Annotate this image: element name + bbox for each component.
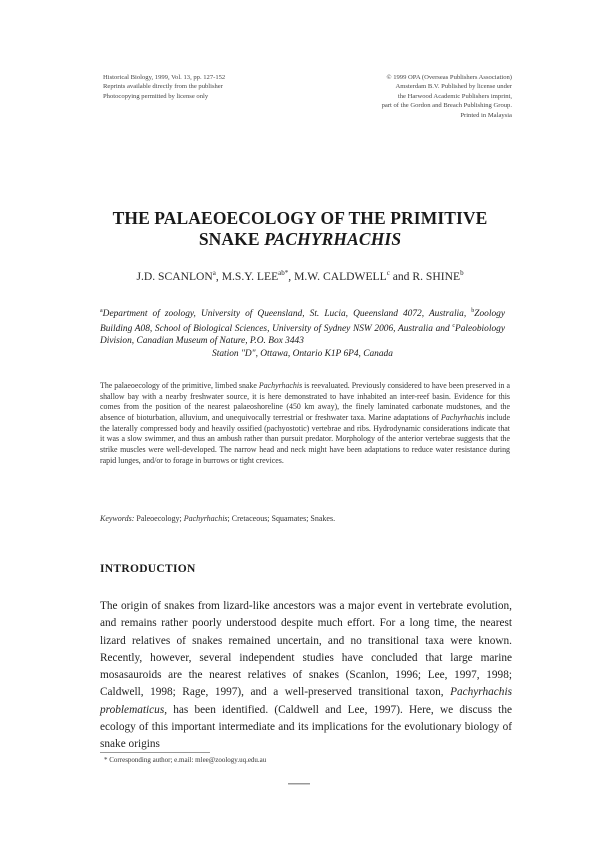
header-right-line: part of the Gordon and Breach Publishing Group. — [381, 102, 512, 110]
header-right-line: the Harwood Academic Publishers imprint, — [397, 92, 512, 100]
header-left-line: Photocopying permitted by license only — [103, 92, 209, 100]
body-text: , has been identified. (Caldwell and Lee, 1997). Here, we discuss the ecology of this important intermediate and its implications for the evolutionary biology of snake origins — [100, 703, 512, 751]
affiliations — [100, 305, 505, 360]
keywords-text: ; Cretaceous; Squamates; Snakes. — [227, 514, 336, 523]
footnote-rule — [100, 752, 210, 753]
author-affiliation-mark: c — [386, 269, 390, 277]
abstract-text: is reevaluated. Previously considered to have been preserved in a shallow bay with a nearby freshwater source, it is here demonstrated to have inhabited an inter-reef basin. Evidence for this comes from the position of the nearest palaeoshoreline (450 km away), the finely laminated carbonate mudstones, and the absence of bioturbation, alluvium, and unequivocally terrestrial or freshwater taxa. Marine adaptations of — [100, 381, 510, 422]
journal-header-left — [103, 73, 303, 101]
author-affiliation-mark: a — [212, 269, 216, 277]
journal-header-right — [292, 73, 512, 120]
keywords-label: Keywords: — [100, 514, 135, 523]
author-name: R. SHINE — [412, 269, 461, 283]
title-line-2 — [60, 229, 540, 250]
header-left-line: Reprints available directly from the publisher — [103, 83, 223, 91]
author-affiliation-mark: b — [460, 269, 464, 277]
author-name: J.D. SCANLON — [136, 269, 213, 283]
abstract-italic: Pachyrhachis — [441, 412, 485, 422]
body-italic: Pachyrhachis problematicus — [100, 686, 512, 716]
keywords-text: Paleoecology; — [134, 514, 184, 523]
abstract-italic: Pachyrhachis — [258, 381, 303, 390]
affiliation-text: Paleobiology Division, Canadian Museum of Nature, P.O. Box 3443 — [100, 324, 505, 347]
author-name: M.W. CALDWELL — [294, 269, 387, 283]
abstract-text: The palaeoecology of the primitive, limbed snake — [100, 381, 259, 390]
author-name: M.S.Y. LEE — [221, 269, 279, 283]
section-heading: INTRODUCTION — [100, 563, 196, 575]
page-number-mark — [286, 780, 312, 788]
title-line-2-italic: PACHYRHACHIS — [264, 229, 402, 249]
header-right-line: © 1999 OPA (Overseas Publishers Association) — [386, 74, 512, 81]
keywords-italic: Pachyrhachis — [183, 514, 228, 523]
affiliation-mark: a — [100, 308, 103, 314]
author-conjunction: and — [392, 269, 410, 283]
body-paragraph — [100, 598, 512, 754]
header-left-line: Historical Biology, 1999, Vol. 13, pp. 127-152 — [103, 74, 226, 81]
author-affiliation-mark: ab* — [278, 269, 289, 277]
keywords — [100, 514, 510, 523]
header-right-line: Printed in Malaysia — [460, 111, 512, 119]
footnote: * Corresponding author; e.mail: mlee@zoology.uq.edu.au — [104, 756, 267, 764]
title-line-1: THE PALAEOECOLOGY OF THE PRIMITIVE — [112, 208, 488, 228]
page-number-smudge — [286, 780, 312, 788]
abstract-text: include the laterally compressed body and heavily ossified (pachyostotic) vertebrae and ribs. Hydrodynamic considerations indicate that it was a slow swimmer, and thus an ambush rather than pursuit predator. Morphology of the anterior vertebrae suggests that the strike muscles were well-developed. The narrow head and neck might have been adaptations to reduce water resistance during rapid lunges, and/or to forage in burrows or tight crevices. — [100, 412, 511, 465]
affiliation-text: Department of zoology, University of Queensland, St. Lucia, Queensland 4072, Australia, — [102, 309, 472, 320]
abstract — [100, 381, 510, 466]
body-text: The origin of snakes from lizard-like ancestors was a major event in vertebrate evolution, and remains rather poorly understood despite much effort. For a long time, the nearest lizard relatives of snakes remained uncertain, and no transitional taxa were known. Recently, however, several independent studies have concluded that large marine mosasauroids are the nearest relatives of snakes (Scanlon, 1996; Lee, 1997, 1998; Caldwell, 1998; Rage, 1997), and a well-preserved transitional taxon, — [100, 600, 512, 699]
author-list: J.D. SCANLON$^a$, M.S.Y. $LEE^{ab*}$, M.W. CALDWELL$^c$ and R. SHINE$^b$ — [136, 269, 464, 283]
header-right-line: Amsterdam B.V. Published by license under — [395, 83, 512, 91]
title-line-2-roman: SNAKE — [198, 229, 265, 249]
affiliation-text: Station "D", Ottawa, Ontario K1P 6P4, Canada — [212, 348, 393, 359]
affiliation-text: Zoology Building A08, School of Biological Sciences, University of Sydney NSW 2006, Australia and — [100, 309, 505, 335]
affiliation-mark: b — [471, 308, 475, 314]
affiliation-mark: c — [452, 323, 455, 330]
paper-title — [60, 208, 540, 250]
